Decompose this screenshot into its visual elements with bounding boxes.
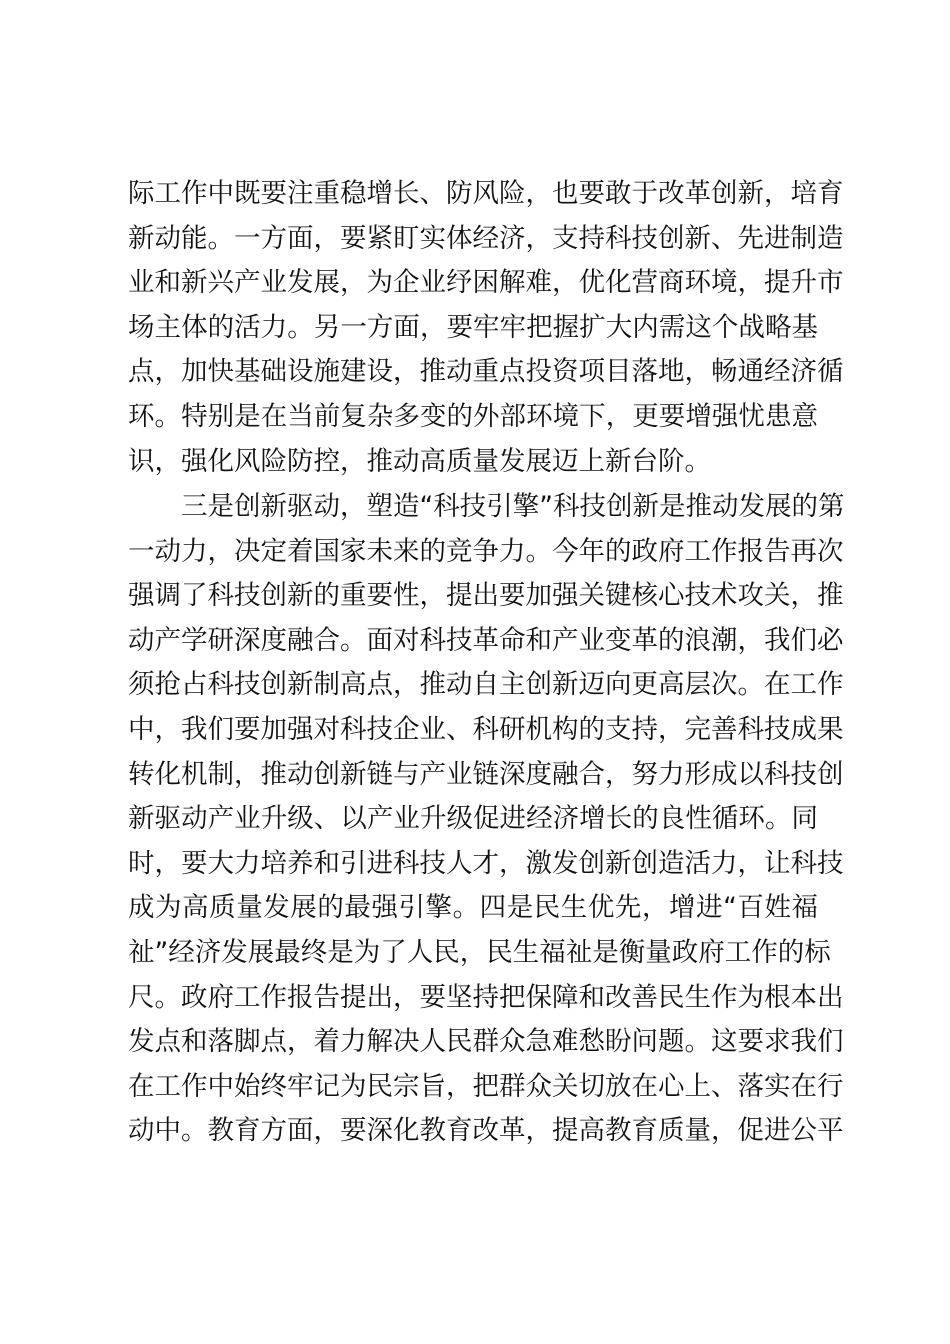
text-line: 强调了科技创新的重要性，提出要加强关键核心技术攻关，推	[128, 580, 844, 612]
text-line: 动产学研深度融合。面对科技革命和产业变革的浪潮，我们必	[128, 624, 844, 656]
text-line: 尺。政府工作报告提出，要坚持把保障和改善民生作为根本出	[128, 981, 844, 1013]
text-line: 在工作中始终牢记为民宗旨，把群众关切放在心上、落实在行	[128, 1070, 844, 1102]
text-line: 点，加快基础设施建设，推动重点投资项目落地，畅通经济循	[128, 356, 844, 388]
paragraph-1	[128, 172, 844, 484]
text-line: 动中。教育方面，要深化教育改革，提高教育质量，促进公平	[128, 1115, 844, 1147]
text-line: 新动能。一方面，要紧盯实体经济，支持科技创新、先进制造	[128, 222, 844, 254]
text-line: 场主体的活力。另一方面，要牢牢把握扩大内需这个战略基	[128, 311, 818, 343]
text-line: 时，要大力培养和引进科技人才，激发创新创造活力，让科技	[128, 847, 844, 879]
text-line: 成为高质量发展的最强引擎。四是民生优先，增进“百姓福	[128, 892, 818, 924]
text-line: 祉”经济发展最终是为了人民，民生福祉是衡量政府工作的标	[128, 936, 831, 968]
text-line: 业和新兴产业发展，为企业纾困解难，优化营商环境，提升市	[128, 267, 844, 299]
text-line: 识，强化风险防控，推动高质量发展迈上新台阶。	[128, 445, 711, 477]
text-line: 须抢占科技创新制高点，推动自主创新迈向更高层次。在工作	[128, 669, 844, 701]
text-line: 发点和落脚点，着力解决人民群众急难愁盼问题。这要求我们	[128, 1026, 844, 1058]
text-line: 三是创新驱动，塑造“科技引擎”科技创新是推动发展的第	[128, 491, 845, 522]
paragraph-2	[128, 485, 845, 1154]
text-line: 环。特别是在当前复杂多变的外部环境下，更要增强忧患意	[128, 400, 818, 432]
text-line: 中，我们要加强对科技企业、科研机构的支持，完善科技成果	[128, 713, 844, 745]
text-line: 新驱动产业升级、以产业升级促进经济增长的良性循环。同	[128, 803, 818, 835]
text-line: 际工作中既要注重稳增长、防风险，也要敢于改革创新，培育	[128, 178, 844, 209]
text-line: 转化机制，推动创新链与产业链深度融合，努力形成以科技创	[128, 758, 844, 790]
text-line: 一动力，决定着国家未来的竞争力。今年的政府工作报告再次	[128, 535, 844, 567]
